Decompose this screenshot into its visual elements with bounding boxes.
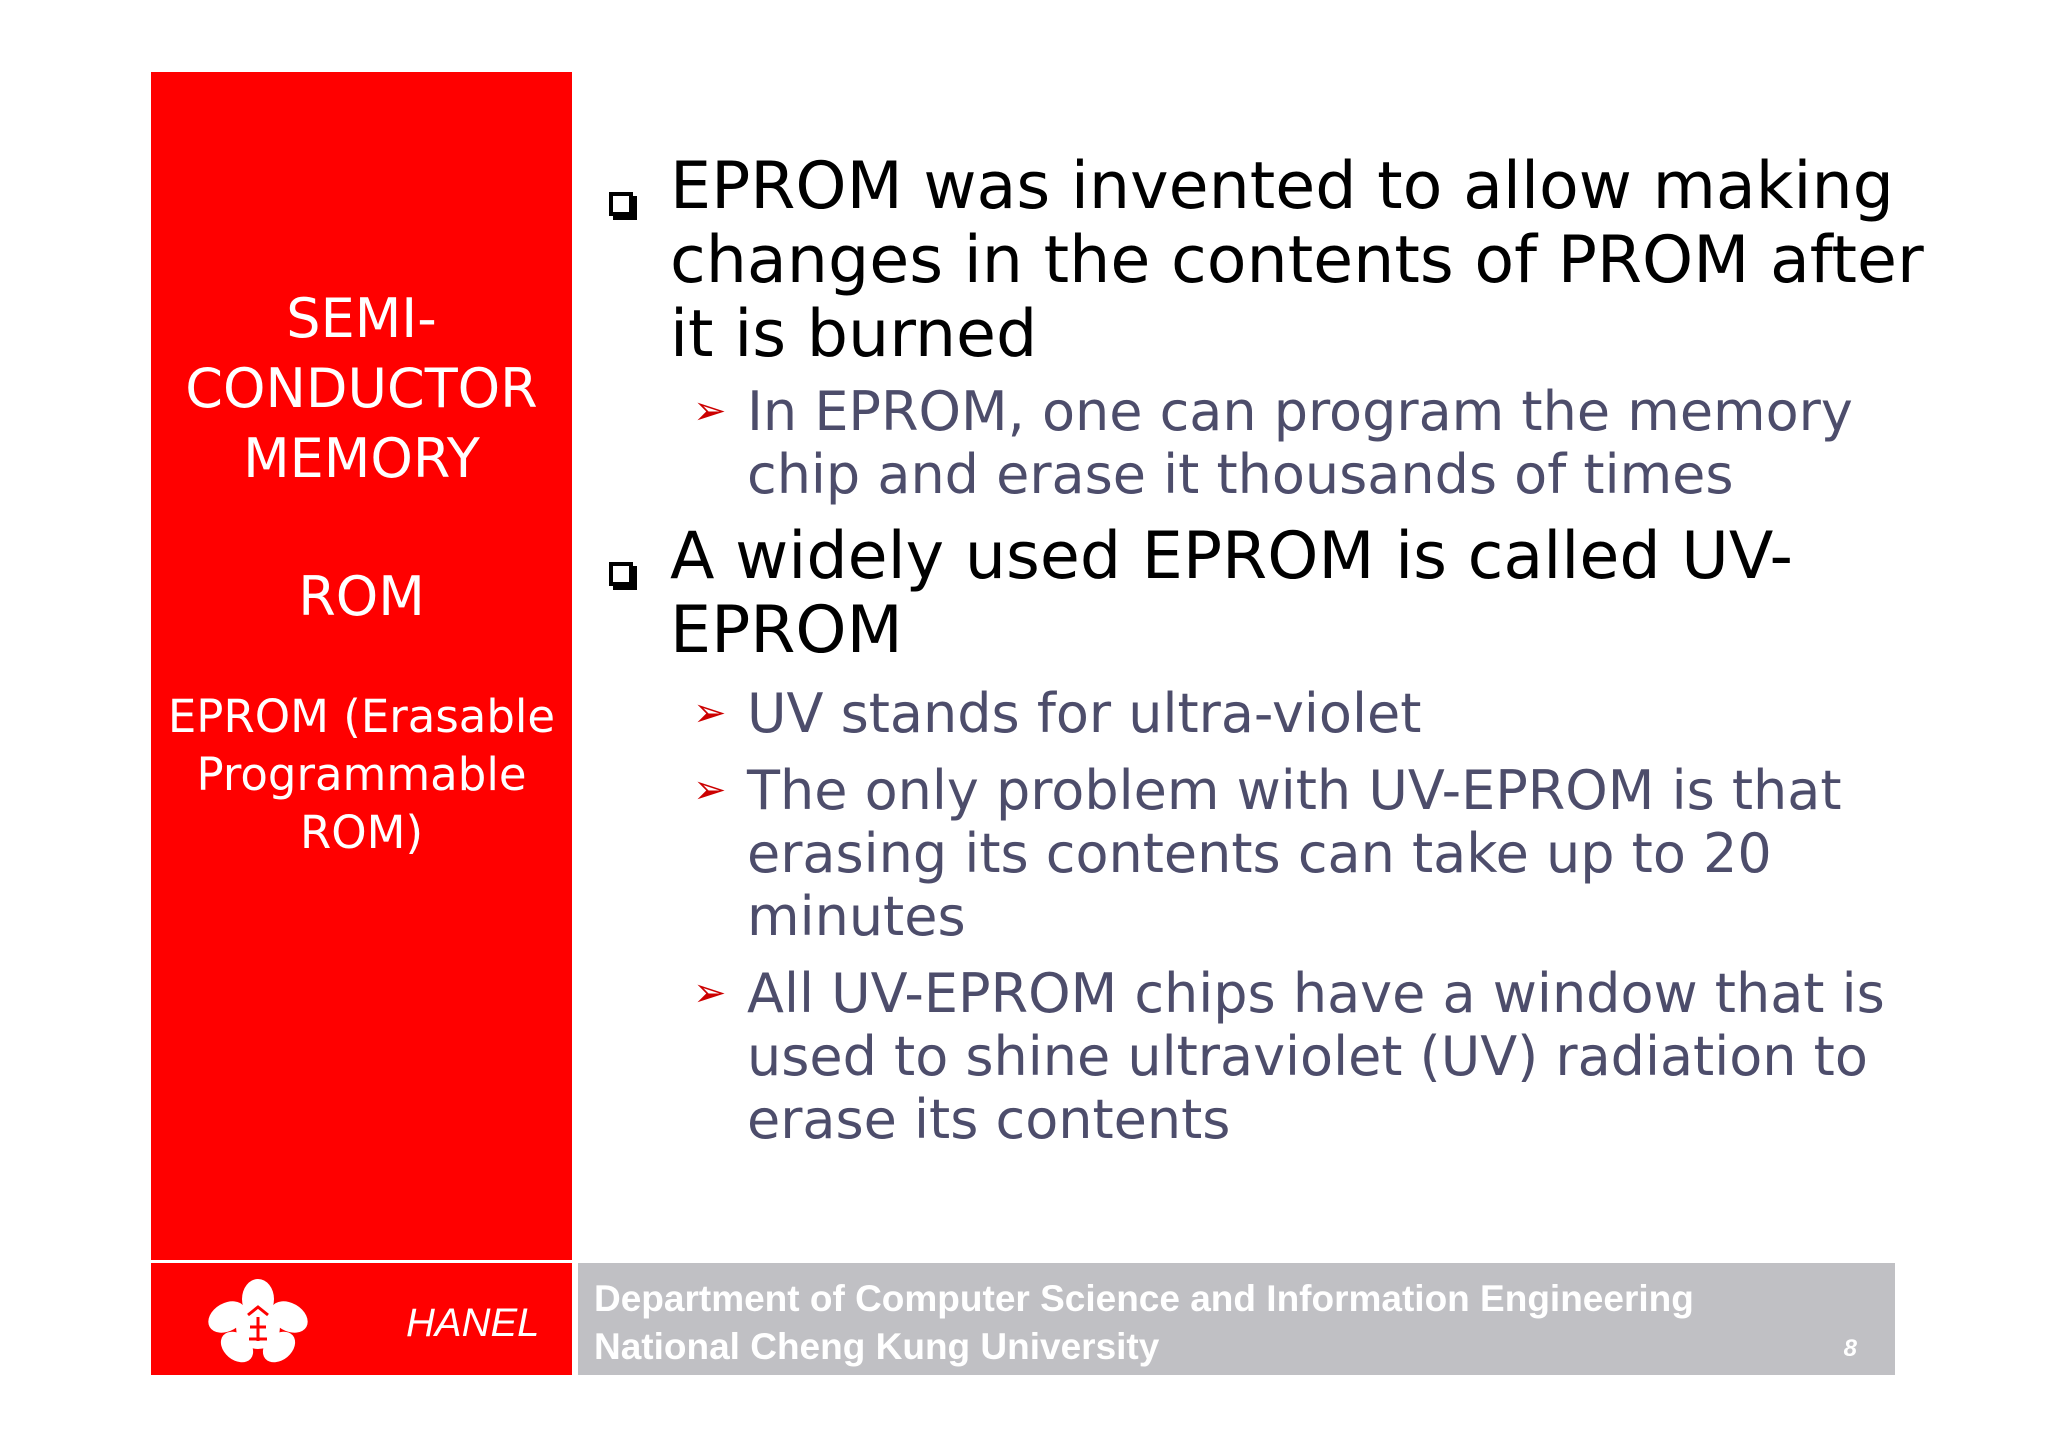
sidebar-title-line: MEMORY [243,427,480,490]
sub-bullet-item [600,759,1897,948]
arrow-bullet-icon: ➢ [693,767,727,813]
square-bullet-icon [609,192,633,216]
sub-bullet-text: All UV-EPROM chips have a window that is used to shine ultraviolet (UV) radiation to erase its contents [747,962,1885,1151]
sidebar-section: ROM [298,565,425,628]
arrow-bullet-icon: ➢ [693,970,727,1016]
sidebar [151,72,572,1260]
sub-bullet-item [600,682,1927,745]
sub-bullet-text: The only problem with UV-EPROM is that erasing its contents can take up to 20 minutes [747,759,1842,948]
slide-body [600,149,1924,1151]
sub-bullet-text: UV stands for ultra-violet [747,682,1422,745]
sidebar-subsection-line: EPROM (Erasable [167,690,556,743]
sidebar-title [151,284,572,494]
sidebar-title-line: CONDUCTOR [185,357,538,420]
sub-bullet-text: In EPROM, one can program the memory chip and erase it thousands of times [747,380,1853,506]
arrow-bullet-icon: ➢ [693,690,727,736]
footer-logo-band [151,1263,572,1375]
footer-university: National Cheng Kung University [594,1326,1160,1367]
sidebar-subsection-line: Programmable [196,748,527,801]
footer-department: Department of Computer Science and Information Engineering [594,1278,1694,1319]
square-bullet-icon [609,562,633,586]
bullet-item [600,520,1830,668]
sub-bullet-item [600,962,1937,1151]
bullet-item [600,150,1930,372]
bullet-text: A widely used EPROM is called UV-EPROM [670,519,1793,668]
footer-band [578,1263,1895,1375]
footer-affiliation [594,1275,1694,1371]
bullet-text: EPROM was invented to allow making changes in the contents of PROM after it is burned [670,149,1924,372]
sidebar-subsection-line: ROM) [299,806,424,859]
sidebar-title-line: SEMI- [286,287,437,350]
author-label: HANEL [406,1301,540,1345]
university-emblem-icon [203,1277,313,1369]
arrow-bullet-icon: ➢ [693,388,727,434]
sub-bullet-item [600,380,1927,506]
sidebar-subsection [151,688,572,862]
page-number: 8 [1843,1335,1857,1362]
